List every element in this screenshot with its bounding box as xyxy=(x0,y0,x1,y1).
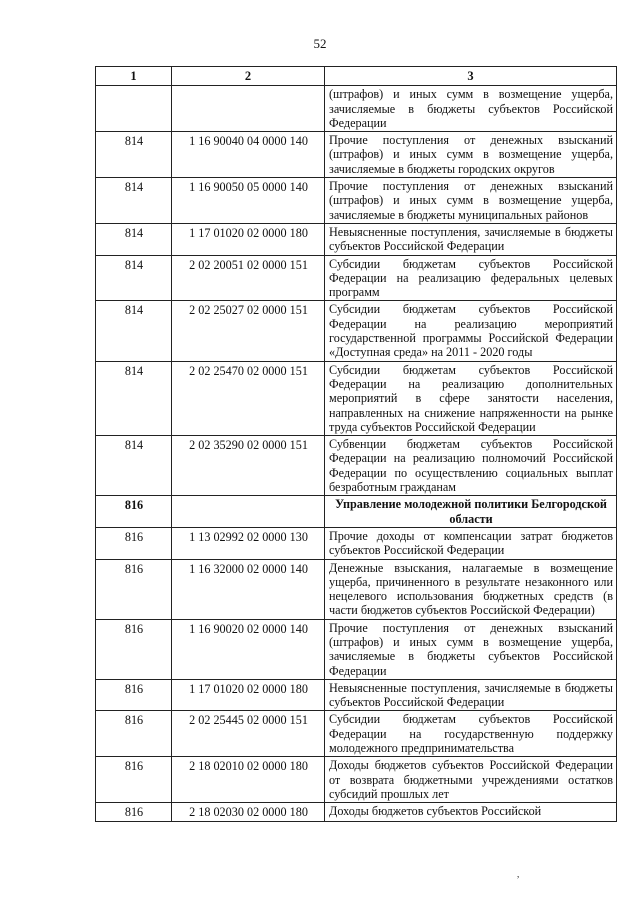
table-row xyxy=(96,527,617,559)
table-row xyxy=(96,361,617,435)
code-cell: 814 xyxy=(96,178,172,224)
description-cell: Доходы бюджетов субъектов Российской xyxy=(325,803,617,821)
code-cell: 814 xyxy=(96,255,172,301)
column-header-1: 1 xyxy=(96,67,172,86)
kbk-cell xyxy=(172,496,325,528)
description-cell: Доходы бюджетов субъектов Российской Федерации от возврата бюджетными учреждениями остатков субсидий прошлых лет xyxy=(325,757,617,803)
code-cell: 816 xyxy=(96,559,172,619)
kbk-cell: 1 16 90020 02 0000 140 xyxy=(172,619,325,679)
description-cell: Прочие поступления от денежных взысканий (штрафов) и иных сумм в возмещение ущерба, зачисляемые в бюджеты муниципальных районов xyxy=(325,178,617,224)
table-row xyxy=(96,301,617,361)
description-cell: Субсидии бюджетам субъектов Российской Федерации на реализацию дополнительных мероприятий в сфере занятости населения, направленных на снижение напряженности на рынке труда субъектов Российской Федерации xyxy=(325,361,617,435)
code-cell: 816 xyxy=(96,757,172,803)
code-cell: 816 xyxy=(96,619,172,679)
description-cell: Невыясненные поступления, зачисляемые в бюджеты субъектов Российской Федерации xyxy=(325,679,617,711)
description-cell: Субвенции бюджетам субъектов Российской Федерации на реализацию полномочий Российской Федерации по осуществлению социальных выплат безработным гражданам xyxy=(325,436,617,496)
kbk-cell: 1 17 01020 02 0000 180 xyxy=(172,223,325,255)
description-cell: Субсидии бюджетам субъектов Российской Федерации на реализацию мероприятий государственной программы Российской Федерации «Доступная среда» на 2011 - 2020 годы xyxy=(325,301,617,361)
table-row xyxy=(96,619,617,679)
description-cell: (штрафов) и иных сумм в возмещение ущерба, зачисляемые в бюджеты субъектов Российской Федерации xyxy=(325,86,617,132)
table-row xyxy=(96,255,617,301)
kbk-cell: 2 18 02010 02 0000 180 xyxy=(172,757,325,803)
kbk-cell: 2 02 20051 02 0000 151 xyxy=(172,255,325,301)
description-cell: Субсидии бюджетам субъектов Российской Федерации на государственную поддержку молодежного предпринимательства xyxy=(325,711,617,757)
kbk-cell: 2 02 35290 02 0000 151 xyxy=(172,436,325,496)
code-cell: 816 xyxy=(96,711,172,757)
table-row xyxy=(96,757,617,803)
page-number: 52 xyxy=(313,36,327,51)
scan-mark: , xyxy=(517,869,520,879)
revenue-code-table xyxy=(95,66,617,822)
kbk-cell: 1 16 90050 05 0000 140 xyxy=(172,178,325,224)
code-cell: 814 xyxy=(96,223,172,255)
column-header-2: 2 xyxy=(172,67,325,86)
kbk-cell: 1 16 32000 02 0000 140 xyxy=(172,559,325,619)
column-header-3: 3 xyxy=(325,67,617,86)
description-cell: Прочие поступления от денежных взысканий (штрафов) и иных сумм в возмещение ущерба, зачисляемые в бюджеты субъектов Российской Федерации xyxy=(325,619,617,679)
kbk-cell: 2 18 02030 02 0000 180 xyxy=(172,803,325,821)
section-row xyxy=(96,496,617,528)
kbk-cell: 2 02 25470 02 0000 151 xyxy=(172,361,325,435)
code-cell: 816 xyxy=(96,527,172,559)
kbk-cell: 1 17 01020 02 0000 180 xyxy=(172,679,325,711)
table-row xyxy=(96,436,617,496)
table-row xyxy=(96,178,617,224)
code-cell: 816 xyxy=(96,803,172,821)
code-cell: 814 xyxy=(96,436,172,496)
code-cell: 814 xyxy=(96,132,172,178)
description-cell: Невыясненные поступления, зачисляемые в бюджеты субъектов Российской Федерации xyxy=(325,223,617,255)
table-row xyxy=(96,559,617,619)
kbk-cell: 1 16 90040 04 0000 140 xyxy=(172,132,325,178)
table-row xyxy=(96,803,617,821)
code-cell: 814 xyxy=(96,301,172,361)
code-cell: 816 xyxy=(96,496,172,528)
description-cell: Прочие поступления от денежных взысканий (штрафов) и иных сумм в возмещение ущерба, зачисляемые в бюджеты городских округов xyxy=(325,132,617,178)
kbk-cell xyxy=(172,86,325,132)
code-cell: 814 xyxy=(96,361,172,435)
table-row xyxy=(96,679,617,711)
table-header-row xyxy=(96,67,617,86)
code-cell: 816 xyxy=(96,679,172,711)
description-cell: Денежные взыскания, налагаемые в возмещение ущерба, причиненного в результате незаконного или нецелевого использования бюджетных средств (в части бюджетов субъектов Российской Федерации) xyxy=(325,559,617,619)
code-cell xyxy=(96,86,172,132)
kbk-cell: 2 02 25027 02 0000 151 xyxy=(172,301,325,361)
table-row xyxy=(96,223,617,255)
description-cell: Субсидии бюджетам субъектов Российской Федерации на реализацию федеральных целевых программ xyxy=(325,255,617,301)
description-cell: Прочие доходы от компенсации затрат бюджетов субъектов Российской Федерации xyxy=(325,527,617,559)
table-row xyxy=(96,711,617,757)
kbk-cell: 2 02 25445 02 0000 151 xyxy=(172,711,325,757)
description-cell: Управление молодежной политики Белгородской области xyxy=(325,496,617,528)
table-row xyxy=(96,86,617,132)
table-row xyxy=(96,132,617,178)
kbk-cell: 1 13 02992 02 0000 130 xyxy=(172,527,325,559)
